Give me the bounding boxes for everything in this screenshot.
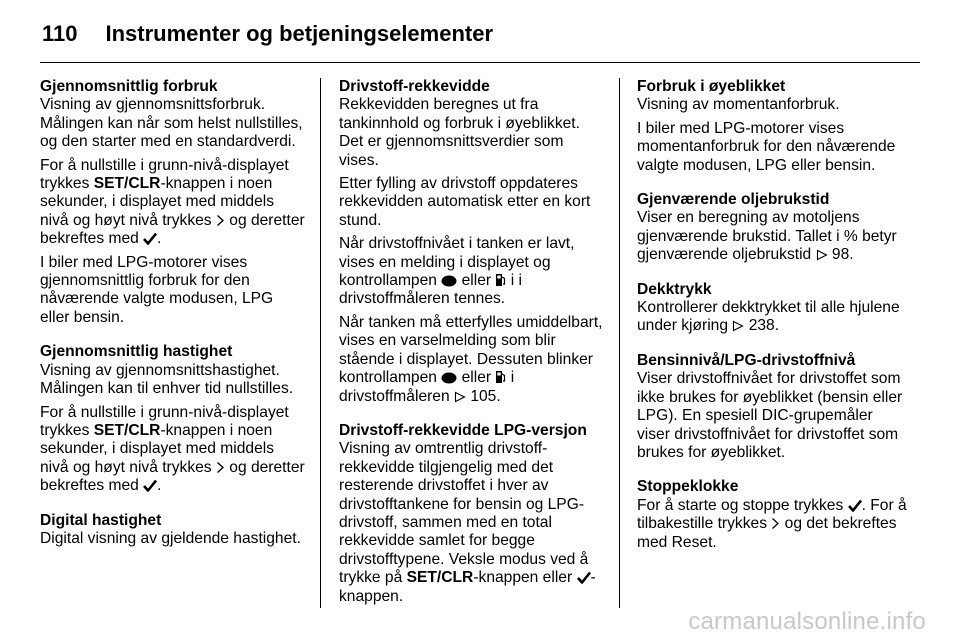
- paragraph: Visning av momentanforbruk.: [637, 96, 840, 114]
- page-reference-icon: [732, 320, 744, 332]
- check-icon: [577, 571, 591, 584]
- header-rule: [40, 62, 920, 63]
- paragraph: [637, 299, 907, 336]
- text: .: [157, 477, 162, 495]
- text: -knappen.: [339, 569, 596, 605]
- text: . For å tilbakestille trykkes: [637, 496, 907, 533]
- set-clr-label: SET/CLR: [406, 569, 474, 587]
- paragraph: [339, 314, 605, 406]
- check-icon: [848, 499, 862, 512]
- page-title: Instrumenter og betjeningselementer: [105, 21, 494, 46]
- page-reference[interactable]: 105.: [470, 387, 501, 405]
- paragraph: Etter fylling av drivstoff oppdateres rekkevidden automatisk etter en kort stund.: [339, 175, 591, 229]
- page-reference[interactable]: 238.: [748, 317, 780, 335]
- section-digital-speed: [40, 512, 306, 549]
- section-tire-pressure: [637, 281, 907, 336]
- section-stopwatch: [637, 478, 907, 552]
- set-clr-label: SET/CLR: [93, 421, 161, 439]
- chevron-right-icon: [771, 517, 780, 530]
- paragraph: [40, 157, 306, 249]
- section-average-consumption: [40, 78, 306, 327]
- section-fuel-range: [339, 78, 605, 406]
- text: .: [157, 230, 162, 248]
- set-clr-label: SET/CLR: [93, 175, 161, 193]
- paragraph: Visning av gjennomsnittsforbruk. Målingen kan når som helst nullstilles, og den starter med en standardverdi.: [40, 96, 303, 151]
- text: For å nullstille i grunn-nivå-displayet trykkes: [40, 156, 289, 193]
- column-divider-left: [320, 78, 321, 608]
- text: og deretter bekreftes med: [40, 211, 305, 248]
- chevron-right-icon: [216, 461, 225, 474]
- text: -knappen i noen sekunder, i displayet med middels nivå og høyt nivå trykkes: [40, 175, 275, 229]
- section-heading: Dekktrykk: [637, 280, 712, 298]
- paragraph: I biler med LPG-motorer vises gjennomsnittlig forbruk for den nåværende valgte modusen, LPG eller bensin.: [40, 253, 274, 326]
- page-reference[interactable]: 98.: [831, 246, 854, 264]
- paragraph: [637, 497, 907, 552]
- text: Kontrollerer dekktrykket til alle hjulene under kjøring: [637, 299, 900, 335]
- section-heading: Gjenværende oljebrukstid: [637, 191, 830, 209]
- text: Visning av omtrentlig drivstoff-rekkevidde tilgjengelig med det resterende drivstoffet i hver av drivstofftankene for bensin og LPG-drivstoff, sammen med en total rekkevidde samlet for begge drivstofftypene. Veksle modus ved å trykke på: [339, 440, 589, 587]
- text: For å starte og stoppe trykkes: [637, 496, 848, 514]
- text: Når tanken må etterfylles umiddelbart, vises en varselmelding som blir stående i displayet. Dessuten blinker kontrollampen: [339, 313, 603, 387]
- check-icon: [143, 232, 157, 245]
- fuel-pump-icon: [495, 370, 506, 384]
- text: i drivstoffmåleren: [339, 369, 515, 405]
- text: Når drivstoffnivået i tanken er lavt, vises en melding i displayet og kontrollampen: [339, 235, 575, 290]
- paragraph: Digital visning av gjeldende hastighet.: [40, 529, 301, 547]
- section-fuel-range-lpg: [339, 422, 605, 606]
- section-heading: Gjennomsnittlig forbruk: [40, 78, 218, 95]
- text: i i drivstoffmåleren tennes.: [339, 272, 523, 308]
- paragraph: [40, 404, 306, 496]
- section-oil-life: [637, 191, 907, 265]
- page-reference-icon: [454, 391, 466, 403]
- check-icon: [143, 479, 157, 492]
- section-heading: Forbruk i øyeblikket: [637, 78, 786, 95]
- section-heading: Bensinnivå/LPG-drivstoffnivå: [637, 351, 856, 369]
- page-number: 110: [42, 21, 78, 46]
- paragraph: [637, 209, 907, 264]
- section-heading: Stoppeklokke: [637, 478, 739, 496]
- section-heading: Digital hastighet: [40, 511, 162, 529]
- section-heading: Drivstoff-rekkevidde: [339, 78, 490, 95]
- paragraph: Visning av gjennomsnittshastighet. Målingen kan til enhver tid nullstilles.: [40, 361, 294, 398]
- text: Viser en beregning av motoljens gjenværende brukstid. Tallet i % betyr gjenværende oljebrukstid: [637, 209, 897, 264]
- page-reference-icon: [816, 249, 828, 261]
- text: -knappen i noen sekunder, i displayet med middels nivå og høyt nivå trykkes: [40, 421, 275, 476]
- fuel-pump-icon: [495, 273, 506, 287]
- section-heading: Drivstoff-rekkevidde LPG-versjon: [339, 421, 587, 439]
- section-heading: Gjennomsnittlig hastighet: [40, 343, 233, 361]
- chevron-right-icon: [216, 214, 225, 227]
- round-lamp-icon: [441, 275, 457, 287]
- paragraph: [339, 440, 605, 606]
- paragraph: I biler med LPG-motorer vises momentanforbruk for den nåværende valgte modusen, LPG eller bensin.: [637, 119, 896, 174]
- round-lamp-icon: [441, 372, 457, 384]
- section-average-speed: [40, 343, 306, 495]
- paragraph: Rekkevidden beregnes ut fra tankinnhold og forbruk i øyeblikket. Det er gjennomsnittsverdier som vises.: [339, 96, 580, 169]
- text: eller: [457, 272, 496, 290]
- column-left: [40, 78, 306, 564]
- section-fuel-level: [637, 352, 907, 462]
- text: og deretter bekreftes med: [40, 458, 305, 495]
- paragraph: Viser drivstoffnivået for drivstoffet som ikke brukes for øyeblikket (bensin eller LPG). En spesiell DIC-grupemåler viser drivstoffnivået for drivstoffet som brukes for øyeblikket.: [637, 370, 903, 461]
- text: og det bekreftes med Reset.: [637, 515, 897, 551]
- text: For å nullstille i grunn-nivå-displayet trykkes: [40, 403, 289, 439]
- section-instant-consumption: [637, 78, 907, 175]
- column-middle: [339, 78, 605, 622]
- watermark: carmanualsonline.info: [688, 608, 926, 635]
- page-header: [42, 14, 493, 54]
- text: eller: [457, 369, 496, 387]
- paragraph: [339, 235, 605, 309]
- column-right: [637, 78, 907, 568]
- column-divider-right: [619, 78, 620, 608]
- text: -knappen eller: [473, 569, 577, 587]
